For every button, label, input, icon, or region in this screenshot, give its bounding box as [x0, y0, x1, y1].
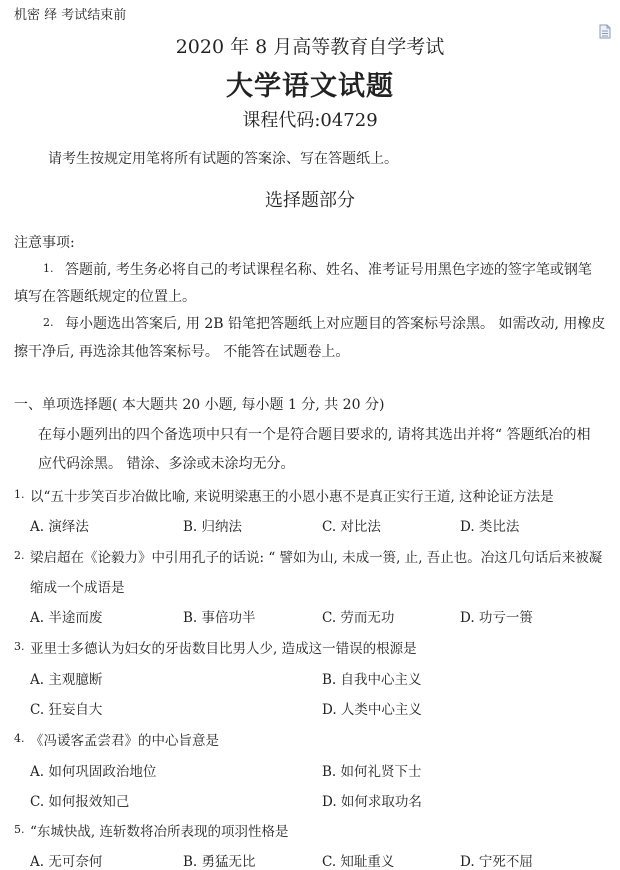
- question-number: 4.: [14, 732, 25, 745]
- note-line: 答题前, 考生务必将自己的考试课程名称、姓名、准考证号用黑色字迹的签字笔或钢笔: [65, 262, 592, 278]
- option-b: B. 事倍功半: [183, 610, 256, 626]
- note-number: 1.: [43, 262, 54, 275]
- part-description: 应代码涂黑。 错涂、多涂或未涂均无分。: [38, 456, 295, 472]
- option-b: B. 如何礼贤下士: [322, 764, 422, 780]
- option-d: D. 如何求取功名: [322, 794, 422, 810]
- option-a: A. 如何巩固政治地位: [30, 764, 157, 780]
- note-line: 填写在答题纸规定的位置上。: [14, 289, 196, 305]
- part-title: 一、单项选择题( 本大题共 20 小题, 每小题 1 分, 共 20 分): [14, 397, 385, 413]
- note-line: 每小题选出答案后, 用 2B 铅笔把答题纸上对应题目的答案标号涂黑。 如需改动, 用橡皮: [65, 316, 606, 332]
- note-line: 擦干净后, 再选涂其他答案标号。 不能答在试题卷上。: [14, 344, 350, 360]
- section-heading: 选择题部分: [265, 190, 355, 211]
- course-code: 课程代码:04729: [242, 110, 378, 131]
- question-text: 梁启超在《论毅力》中引用孔子的话说: “ 譬如为山, 未成一篑, 止, 吾止也。冶这几句话后来被凝: [30, 550, 603, 566]
- question-text: 以“五十步笑百步冶做比喻, 来说明梁惠王的小恩小惠不是真正实行王道, 这种论证方法是: [30, 489, 554, 505]
- question-text-cont: 缩成一个成语是: [30, 580, 125, 596]
- question-text: “东城快战, 连斩数将冶所表现的项羽性格是: [30, 824, 289, 840]
- option-c: C. 对比法: [322, 519, 381, 535]
- exam-title: 2020 年 8 月高等教育自学考试: [175, 36, 445, 58]
- question-number: 3.: [14, 640, 25, 653]
- option-c: C. 狂妄自大: [30, 702, 103, 718]
- part-description: 在每小题列出的四个备选项中只有一个是符合题目要求的, 请将其选出并将“ 答题纸冶的相: [38, 427, 591, 443]
- instruction-text: 请考生按规定用笔将所有试题的答案涂、写在答题纸上。: [48, 151, 398, 167]
- question-number: 1.: [14, 488, 25, 501]
- option-a: A. 无可奈何: [30, 854, 103, 870]
- option-a: A. 半途而废: [30, 610, 103, 626]
- option-d: D. 功亏一篑: [460, 610, 533, 626]
- confidential-label: 机密 绎 考试结束前: [14, 8, 127, 23]
- option-d: D. 类比法: [460, 519, 520, 535]
- option-c: C. 劳而无功: [322, 610, 395, 626]
- option-a: A. 演绎法: [30, 519, 89, 535]
- option-c: C. 知耻重义: [322, 854, 395, 870]
- option-a: A. 主观臆断: [30, 672, 103, 688]
- option-c: C. 如何报效知己: [30, 794, 130, 810]
- subject-title: 大学语文试题: [226, 71, 394, 102]
- question-text: 亚里士多德认为妇女的牙齿数目比男人少, 造成这一错误的根源是: [30, 641, 417, 657]
- option-b: B. 勇猛无比: [183, 854, 256, 870]
- question-number: 5.: [14, 823, 25, 836]
- option-d: D. 人类中心主义: [322, 702, 422, 718]
- option-b: B. 归纳法: [183, 519, 243, 535]
- option-b: B. 自我中心主义: [322, 672, 422, 688]
- option-d: D. 宁死不屈: [460, 854, 533, 870]
- notes-title: 注意事项:: [14, 235, 75, 251]
- question-text: 《冯谖客孟尝君》的中心旨意是: [30, 733, 219, 749]
- note-number: 2.: [43, 316, 54, 329]
- question-number: 2.: [14, 549, 25, 562]
